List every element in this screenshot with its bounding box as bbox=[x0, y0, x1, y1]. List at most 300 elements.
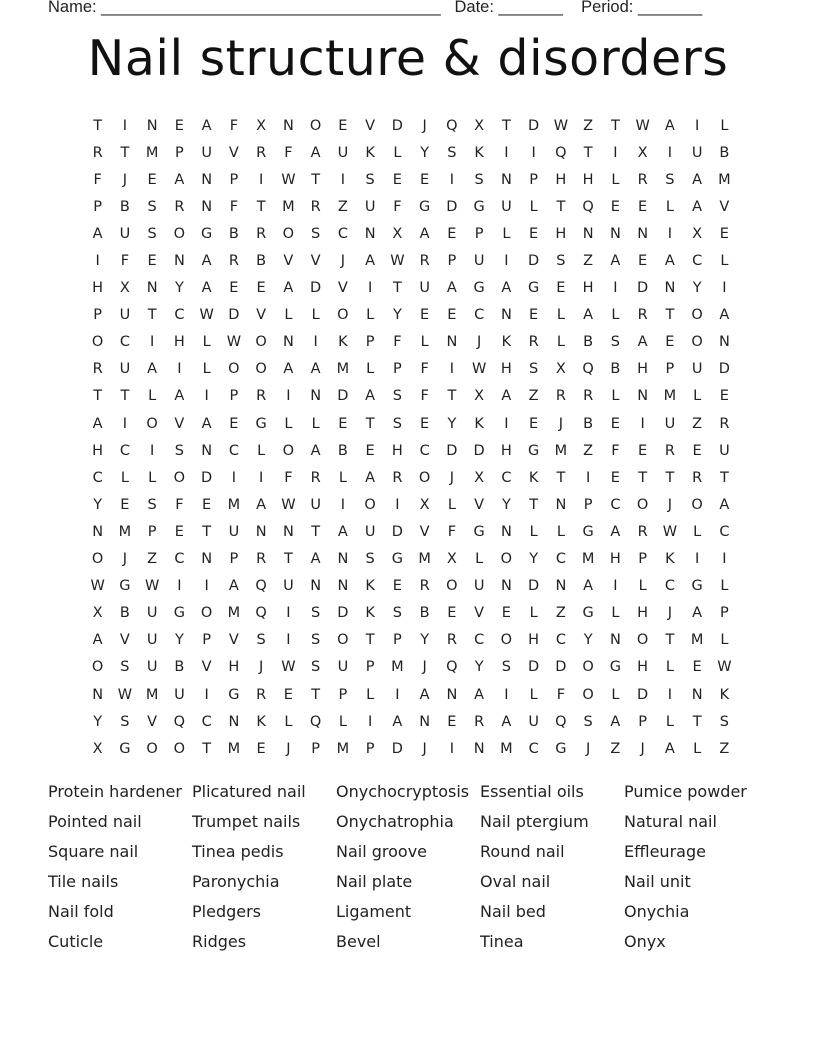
grid-letter[interactable]: D bbox=[555, 659, 567, 676]
grid-letter[interactable]: B bbox=[419, 605, 430, 622]
grid-letter[interactable]: L bbox=[611, 605, 620, 622]
grid-letter[interactable]: E bbox=[610, 198, 620, 215]
grid-letter[interactable]: J bbox=[667, 605, 673, 622]
grid-letter[interactable]: N bbox=[691, 686, 703, 703]
grid-letter[interactable]: F bbox=[420, 361, 429, 378]
grid-letter[interactable]: N bbox=[718, 334, 730, 351]
grid-letter[interactable]: L bbox=[366, 361, 375, 378]
grid-letter[interactable]: M bbox=[690, 632, 704, 649]
grid-letter[interactable]: E bbox=[529, 307, 539, 324]
grid-letter[interactable]: S bbox=[120, 659, 130, 676]
grid-letter[interactable]: R bbox=[256, 388, 267, 405]
grid-letter[interactable]: L bbox=[556, 334, 565, 351]
grid-letter[interactable]: A bbox=[92, 225, 103, 242]
grid-letter[interactable]: A bbox=[719, 307, 730, 324]
grid-letter[interactable]: H bbox=[637, 361, 649, 378]
grid-letter[interactable]: L bbox=[202, 334, 211, 351]
grid-letter[interactable]: T bbox=[610, 117, 620, 134]
grid-letter[interactable]: M bbox=[336, 740, 350, 757]
grid-letter[interactable]: N bbox=[500, 171, 512, 188]
grid-letter[interactable]: S bbox=[147, 198, 157, 215]
grid-letter[interactable]: R bbox=[310, 198, 321, 215]
grid-letter[interactable]: Y bbox=[420, 632, 430, 649]
grid-letter[interactable]: A bbox=[365, 253, 376, 270]
grid-letter[interactable]: P bbox=[665, 361, 675, 378]
grid-letter[interactable]: H bbox=[173, 334, 185, 351]
grid-letter[interactable]: W bbox=[144, 578, 160, 595]
grid-letter[interactable]: A bbox=[719, 496, 730, 513]
grid-letter[interactable]: N bbox=[500, 523, 512, 540]
grid-letter[interactable]: A bbox=[365, 388, 376, 405]
grid-letter[interactable]: B bbox=[119, 605, 130, 622]
grid-letter[interactable]: B bbox=[174, 659, 185, 676]
grid-letter[interactable]: L bbox=[529, 523, 538, 540]
grid-letter[interactable]: Y bbox=[583, 632, 593, 649]
grid-letter[interactable]: R bbox=[664, 442, 675, 459]
grid-letter[interactable]: R bbox=[92, 361, 103, 378]
grid-letter[interactable]: H bbox=[92, 280, 104, 297]
grid-letter[interactable]: L bbox=[366, 686, 375, 703]
grid-letter[interactable]: N bbox=[446, 686, 458, 703]
grid-letter[interactable]: R bbox=[555, 388, 566, 405]
grid-letter[interactable]: T bbox=[311, 686, 321, 703]
grid-letter[interactable]: F bbox=[284, 469, 293, 486]
grid-letter[interactable]: T bbox=[556, 469, 566, 486]
grid-letter[interactable]: Q bbox=[446, 117, 458, 134]
grid-letter[interactable]: H bbox=[609, 551, 621, 568]
grid-letter[interactable]: S bbox=[610, 334, 620, 351]
grid-letter[interactable]: H bbox=[391, 442, 403, 459]
grid-letter[interactable]: X bbox=[474, 469, 485, 486]
grid-letter[interactable]: T bbox=[93, 388, 103, 405]
grid-letter[interactable]: O bbox=[500, 551, 513, 568]
grid-letter[interactable]: S bbox=[365, 551, 375, 568]
grid-letter[interactable]: D bbox=[391, 117, 403, 134]
grid-letter[interactable]: U bbox=[174, 686, 185, 703]
grid-letter[interactable]: R bbox=[419, 578, 430, 595]
grid-letter[interactable]: E bbox=[147, 171, 157, 188]
grid-letter[interactable]: A bbox=[664, 740, 675, 757]
grid-letter[interactable]: J bbox=[286, 740, 291, 757]
grid-letter[interactable]: X bbox=[555, 361, 566, 378]
grid-letter[interactable]: Y bbox=[392, 307, 402, 324]
grid-letter[interactable]: V bbox=[283, 253, 294, 270]
grid-letter[interactable]: D bbox=[391, 740, 403, 757]
grid-letter[interactable]: U bbox=[691, 144, 703, 161]
grid-letter[interactable]: L bbox=[338, 713, 347, 730]
grid-letter[interactable]: L bbox=[720, 578, 729, 595]
grid-letter[interactable]: E bbox=[610, 415, 620, 432]
grid-letter[interactable]: S bbox=[311, 605, 321, 622]
grid-letter[interactable]: E bbox=[665, 334, 675, 351]
grid-letter[interactable]: J bbox=[122, 551, 128, 568]
grid-letter[interactable]: T bbox=[202, 740, 212, 757]
grid-letter[interactable]: O bbox=[691, 307, 703, 324]
grid-letter[interactable]: V bbox=[337, 280, 348, 297]
grid-letter[interactable]: L bbox=[447, 496, 456, 513]
grid-letter[interactable]: F bbox=[611, 442, 620, 459]
grid-letter[interactable]: D bbox=[637, 686, 649, 703]
grid-letter[interactable]: U bbox=[119, 361, 131, 378]
grid-letter[interactable]: O bbox=[255, 361, 267, 378]
grid-letter[interactable]: A bbox=[501, 280, 512, 297]
grid-letter[interactable]: E bbox=[638, 198, 648, 215]
grid-letter[interactable]: F bbox=[420, 388, 429, 405]
grid-letter[interactable]: W bbox=[90, 578, 105, 595]
grid-letter[interactable]: E bbox=[638, 253, 648, 270]
grid-letter[interactable]: W bbox=[635, 117, 650, 134]
grid-letter[interactable]: O bbox=[337, 307, 349, 324]
grid-letter[interactable]: S bbox=[501, 659, 511, 676]
grid-letter[interactable]: E bbox=[338, 415, 348, 432]
grid-letter[interactable]: R bbox=[92, 144, 103, 161]
grid-letter[interactable]: M bbox=[227, 740, 241, 757]
grid-letter[interactable]: O bbox=[500, 632, 513, 649]
grid-letter[interactable]: L bbox=[420, 334, 429, 351]
grid-letter[interactable]: L bbox=[202, 361, 211, 378]
grid-letter[interactable]: S bbox=[556, 253, 566, 270]
grid-letter[interactable]: G bbox=[582, 523, 594, 540]
grid-letter[interactable]: L bbox=[611, 388, 620, 405]
grid-letter[interactable]: T bbox=[556, 198, 566, 215]
grid-letter[interactable]: A bbox=[310, 551, 321, 568]
grid-letter[interactable]: A bbox=[365, 469, 376, 486]
grid-letter[interactable]: L bbox=[311, 307, 320, 324]
grid-letter[interactable]: T bbox=[665, 632, 675, 649]
grid-letter[interactable]: G bbox=[528, 442, 540, 459]
grid-letter[interactable]: U bbox=[473, 578, 485, 595]
grid-letter[interactable]: P bbox=[583, 496, 593, 513]
grid-letter[interactable]: K bbox=[474, 415, 484, 432]
grid-letter[interactable]: D bbox=[391, 523, 403, 540]
grid-letter[interactable]: P bbox=[365, 740, 375, 757]
grid-letter[interactable]: G bbox=[119, 740, 131, 757]
grid-letter[interactable]: O bbox=[364, 496, 376, 513]
grid-letter[interactable]: U bbox=[419, 280, 430, 297]
grid-letter[interactable]: S bbox=[365, 171, 375, 188]
grid-letter[interactable]: S bbox=[665, 171, 675, 188]
grid-letter[interactable]: K bbox=[365, 605, 375, 622]
grid-letter[interactable]: P bbox=[229, 551, 239, 568]
grid-letter[interactable]: U bbox=[364, 523, 376, 540]
grid-letter[interactable]: U bbox=[119, 225, 131, 242]
grid-letter[interactable]: C bbox=[119, 442, 130, 459]
grid-letter[interactable]: F bbox=[284, 144, 293, 161]
grid-letter[interactable]: A bbox=[610, 253, 621, 270]
grid-letter[interactable]: X bbox=[419, 496, 430, 513]
grid-letter[interactable]: D bbox=[637, 280, 649, 297]
grid-letter[interactable]: E bbox=[420, 415, 430, 432]
grid-letter[interactable]: A bbox=[201, 280, 212, 297]
grid-letter[interactable]: R bbox=[637, 307, 648, 324]
grid-letter[interactable]: N bbox=[282, 334, 294, 351]
grid-letter[interactable]: I bbox=[122, 415, 128, 432]
grid-letter[interactable]: S bbox=[311, 632, 321, 649]
grid-letter[interactable]: D bbox=[528, 117, 540, 134]
grid-letter[interactable]: Q bbox=[446, 659, 458, 676]
grid-letter[interactable]: N bbox=[609, 225, 621, 242]
grid-letter[interactable]: O bbox=[446, 578, 458, 595]
grid-letter[interactable]: X bbox=[92, 740, 103, 757]
grid-letter[interactable]: L bbox=[284, 307, 293, 324]
grid-letter[interactable]: T bbox=[665, 307, 675, 324]
grid-letter[interactable]: B bbox=[256, 253, 267, 270]
grid-letter[interactable]: A bbox=[310, 442, 321, 459]
grid-letter[interactable]: A bbox=[283, 280, 294, 297]
grid-letter[interactable]: J bbox=[258, 659, 264, 676]
grid-letter[interactable]: Z bbox=[147, 551, 158, 568]
grid-letter[interactable]: W bbox=[281, 171, 296, 188]
grid-letter[interactable]: D bbox=[473, 442, 485, 459]
grid-letter[interactable]: T bbox=[692, 713, 702, 730]
grid-letter[interactable]: I bbox=[204, 388, 209, 405]
grid-letter[interactable]: N bbox=[201, 442, 213, 459]
grid-letter[interactable]: R bbox=[256, 551, 267, 568]
grid-letter[interactable]: O bbox=[691, 496, 703, 513]
grid-letter[interactable]: W bbox=[717, 659, 732, 676]
grid-letter[interactable]: Z bbox=[583, 442, 594, 459]
grid-letter[interactable]: C bbox=[501, 469, 512, 486]
grid-letter[interactable]: W bbox=[226, 334, 242, 351]
grid-letter[interactable]: P bbox=[638, 551, 647, 568]
grid-letter[interactable]: A bbox=[201, 253, 212, 270]
grid-letter[interactable]: O bbox=[91, 551, 104, 568]
grid-letter[interactable]: D bbox=[228, 307, 240, 324]
grid-letter[interactable]: P bbox=[93, 307, 102, 324]
grid-letter[interactable]: I bbox=[504, 686, 509, 703]
grid-letter[interactable]: W bbox=[662, 523, 678, 540]
grid-letter[interactable]: E bbox=[256, 740, 266, 757]
grid-letter[interactable]: L bbox=[720, 253, 729, 270]
grid-letter[interactable]: W bbox=[281, 659, 296, 676]
grid-letter[interactable]: E bbox=[692, 659, 702, 676]
grid-letter[interactable]: A bbox=[392, 713, 403, 730]
grid-letter[interactable]: U bbox=[719, 442, 730, 459]
grid-letter[interactable]: T bbox=[283, 551, 293, 568]
grid-letter[interactable]: Y bbox=[174, 280, 184, 297]
grid-letter[interactable]: P bbox=[338, 686, 348, 703]
grid-letter[interactable]: A bbox=[474, 686, 485, 703]
grid-letter[interactable]: M bbox=[418, 551, 431, 568]
grid-letter[interactable]: U bbox=[528, 713, 539, 730]
grid-letter[interactable]: Y bbox=[93, 713, 103, 730]
grid-letter[interactable]: H bbox=[555, 171, 567, 188]
grid-letter[interactable]: I bbox=[722, 280, 727, 297]
grid-letter[interactable]: C bbox=[555, 632, 566, 649]
grid-letter[interactable]: G bbox=[201, 225, 213, 242]
grid-letter[interactable]: S bbox=[120, 713, 130, 730]
grid-letter[interactable]: X bbox=[92, 605, 103, 622]
grid-letter[interactable]: R bbox=[583, 388, 594, 405]
grid-letter[interactable]: S bbox=[447, 144, 457, 161]
grid-letter[interactable]: R bbox=[692, 469, 703, 486]
grid-letter[interactable]: P bbox=[93, 198, 102, 215]
grid-letter[interactable]: N bbox=[637, 388, 649, 405]
grid-letter[interactable]: H bbox=[528, 632, 540, 649]
grid-letter[interactable]: R bbox=[392, 469, 403, 486]
grid-letter[interactable]: M bbox=[500, 740, 513, 757]
grid-letter[interactable]: U bbox=[473, 253, 485, 270]
grid-letter[interactable]: Y bbox=[474, 659, 484, 676]
grid-letter[interactable]: I bbox=[449, 361, 455, 378]
grid-letter[interactable]: T bbox=[447, 388, 457, 405]
grid-letter[interactable]: Y bbox=[174, 632, 184, 649]
grid-letter[interactable]: P bbox=[147, 523, 157, 540]
grid-letter[interactable]: J bbox=[422, 117, 427, 134]
grid-letter[interactable]: M bbox=[581, 551, 595, 568]
grid-letter[interactable]: T bbox=[392, 280, 402, 297]
grid-letter[interactable]: D bbox=[528, 253, 540, 270]
grid-letter[interactable]: X bbox=[692, 225, 703, 242]
grid-letter[interactable]: Q bbox=[555, 713, 567, 730]
grid-letter[interactable]: L bbox=[366, 307, 375, 324]
grid-letter[interactable]: Z bbox=[583, 117, 594, 134]
grid-letter[interactable]: C bbox=[664, 578, 675, 595]
grid-letter[interactable]: S bbox=[147, 496, 157, 513]
grid-letter[interactable]: N bbox=[282, 117, 294, 134]
grid-letter[interactable]: N bbox=[364, 225, 376, 242]
grid-letter[interactable]: U bbox=[310, 496, 321, 513]
grid-letter[interactable]: E bbox=[719, 388, 729, 405]
grid-letter[interactable]: V bbox=[147, 713, 158, 730]
grid-letter[interactable]: C bbox=[555, 551, 566, 568]
grid-letter[interactable]: C bbox=[474, 307, 485, 324]
grid-letter[interactable]: T bbox=[365, 632, 375, 649]
grid-letter[interactable]: G bbox=[555, 740, 567, 757]
grid-letter[interactable]: C bbox=[337, 225, 348, 242]
grid-letter[interactable]: I bbox=[122, 117, 128, 134]
grid-letter[interactable]: I bbox=[667, 144, 673, 161]
grid-letter[interactable]: I bbox=[367, 280, 373, 297]
grid-letter[interactable]: I bbox=[585, 469, 591, 486]
grid-letter[interactable]: P bbox=[474, 225, 484, 242]
grid-letter[interactable]: C bbox=[719, 523, 730, 540]
grid-letter[interactable]: R bbox=[256, 686, 267, 703]
grid-letter[interactable]: I bbox=[286, 632, 291, 649]
grid-letter[interactable]: B bbox=[583, 415, 594, 432]
grid-letter[interactable]: T bbox=[583, 144, 593, 161]
grid-letter[interactable]: O bbox=[255, 334, 267, 351]
grid-letter[interactable]: E bbox=[365, 442, 375, 459]
grid-letter[interactable]: O bbox=[636, 496, 649, 513]
grid-letter[interactable]: N bbox=[92, 686, 104, 703]
grid-letter[interactable]: H bbox=[637, 659, 649, 676]
grid-letter[interactable]: U bbox=[201, 144, 212, 161]
grid-letter[interactable]: J bbox=[340, 253, 346, 270]
grid-letter[interactable]: O bbox=[337, 632, 349, 649]
grid-letter[interactable]: L bbox=[284, 415, 293, 432]
grid-letter[interactable]: E bbox=[147, 253, 157, 270]
grid-letter[interactable]: G bbox=[609, 659, 621, 676]
grid-letter[interactable]: O bbox=[282, 442, 295, 459]
grid-letter[interactable]: S bbox=[719, 713, 729, 730]
grid-letter[interactable]: A bbox=[201, 415, 212, 432]
grid-letter[interactable]: E bbox=[556, 280, 566, 297]
grid-letter[interactable]: S bbox=[392, 388, 402, 405]
grid-letter[interactable]: I bbox=[613, 144, 618, 161]
grid-letter[interactable]: H bbox=[582, 280, 594, 297]
grid-letter[interactable]: L bbox=[120, 469, 129, 486]
grid-letter[interactable]: I bbox=[286, 388, 291, 405]
grid-letter[interactable]: L bbox=[611, 307, 620, 324]
grid-letter[interactable]: R bbox=[174, 198, 185, 215]
grid-letter[interactable]: W bbox=[471, 361, 487, 378]
grid-letter[interactable]: Q bbox=[173, 713, 186, 730]
grid-letter[interactable]: I bbox=[149, 334, 155, 351]
grid-letter[interactable]: X bbox=[256, 117, 267, 134]
grid-letter[interactable]: B bbox=[119, 198, 130, 215]
grid-letter[interactable]: E bbox=[501, 605, 511, 622]
grid-letter[interactable]: I bbox=[286, 605, 291, 622]
grid-letter[interactable]: N bbox=[555, 496, 567, 513]
grid-letter[interactable]: Q bbox=[555, 144, 567, 161]
grid-letter[interactable]: L bbox=[257, 442, 266, 459]
grid-letter[interactable]: F bbox=[120, 253, 130, 270]
grid-letter[interactable]: P bbox=[365, 334, 375, 351]
grid-letter[interactable]: R bbox=[419, 253, 430, 270]
grid-letter[interactable]: T bbox=[202, 523, 212, 540]
grid-letter[interactable]: R bbox=[474, 713, 485, 730]
grid-letter[interactable]: I bbox=[149, 442, 155, 459]
grid-letter[interactable]: N bbox=[337, 578, 349, 595]
grid-letter[interactable]: E bbox=[229, 280, 239, 297]
grid-letter[interactable]: P bbox=[229, 171, 239, 188]
grid-letter[interactable]: N bbox=[500, 307, 512, 324]
grid-letter[interactable]: J bbox=[667, 496, 673, 513]
grid-letter[interactable]: I bbox=[395, 496, 400, 513]
grid-letter[interactable]: C bbox=[528, 740, 539, 757]
grid-letter[interactable]: N bbox=[419, 713, 431, 730]
grid-letter[interactable]: N bbox=[92, 523, 104, 540]
grid-letter[interactable]: O bbox=[228, 361, 240, 378]
grid-letter[interactable]: I bbox=[231, 469, 237, 486]
grid-letter[interactable]: N bbox=[146, 280, 158, 297]
grid-letter[interactable]: R bbox=[528, 334, 539, 351]
grid-letter[interactable]: F bbox=[93, 171, 102, 188]
grid-letter[interactable]: K bbox=[501, 334, 512, 351]
grid-letter[interactable]: I bbox=[340, 171, 346, 188]
grid-letter[interactable]: C bbox=[419, 442, 430, 459]
grid-letter[interactable]: J bbox=[640, 740, 645, 757]
grid-letter[interactable]: M bbox=[391, 659, 404, 676]
grid-letter[interactable]: W bbox=[390, 253, 405, 270]
grid-letter[interactable]: Q bbox=[255, 605, 267, 622]
grid-letter[interactable]: S bbox=[529, 361, 539, 378]
grid-letter[interactable]: A bbox=[92, 415, 103, 432]
grid-letter[interactable]: H bbox=[500, 442, 512, 459]
grid-letter[interactable]: M bbox=[145, 686, 159, 703]
grid-letter[interactable]: A bbox=[174, 388, 185, 405]
grid-letter[interactable]: L bbox=[665, 713, 674, 730]
grid-letter[interactable]: U bbox=[146, 605, 158, 622]
grid-letter[interactable]: F bbox=[229, 117, 239, 134]
grid-letter[interactable]: D bbox=[337, 388, 349, 405]
grid-letter[interactable]: N bbox=[337, 551, 349, 568]
grid-letter[interactable]: A bbox=[583, 307, 594, 324]
grid-letter[interactable]: M bbox=[227, 605, 241, 622]
grid-letter[interactable]: T bbox=[120, 388, 130, 405]
grid-letter[interactable]: I bbox=[504, 144, 509, 161]
grid-letter[interactable]: J bbox=[585, 740, 591, 757]
grid-letter[interactable]: T bbox=[719, 469, 729, 486]
grid-letter[interactable]: D bbox=[528, 578, 540, 595]
grid-letter[interactable]: D bbox=[310, 280, 322, 297]
grid-letter[interactable]: M bbox=[336, 361, 350, 378]
grid-letter[interactable]: G bbox=[473, 523, 485, 540]
grid-letter[interactable]: Q bbox=[255, 578, 267, 595]
grid-letter[interactable]: K bbox=[365, 578, 375, 595]
grid-letter[interactable]: F bbox=[229, 198, 239, 215]
